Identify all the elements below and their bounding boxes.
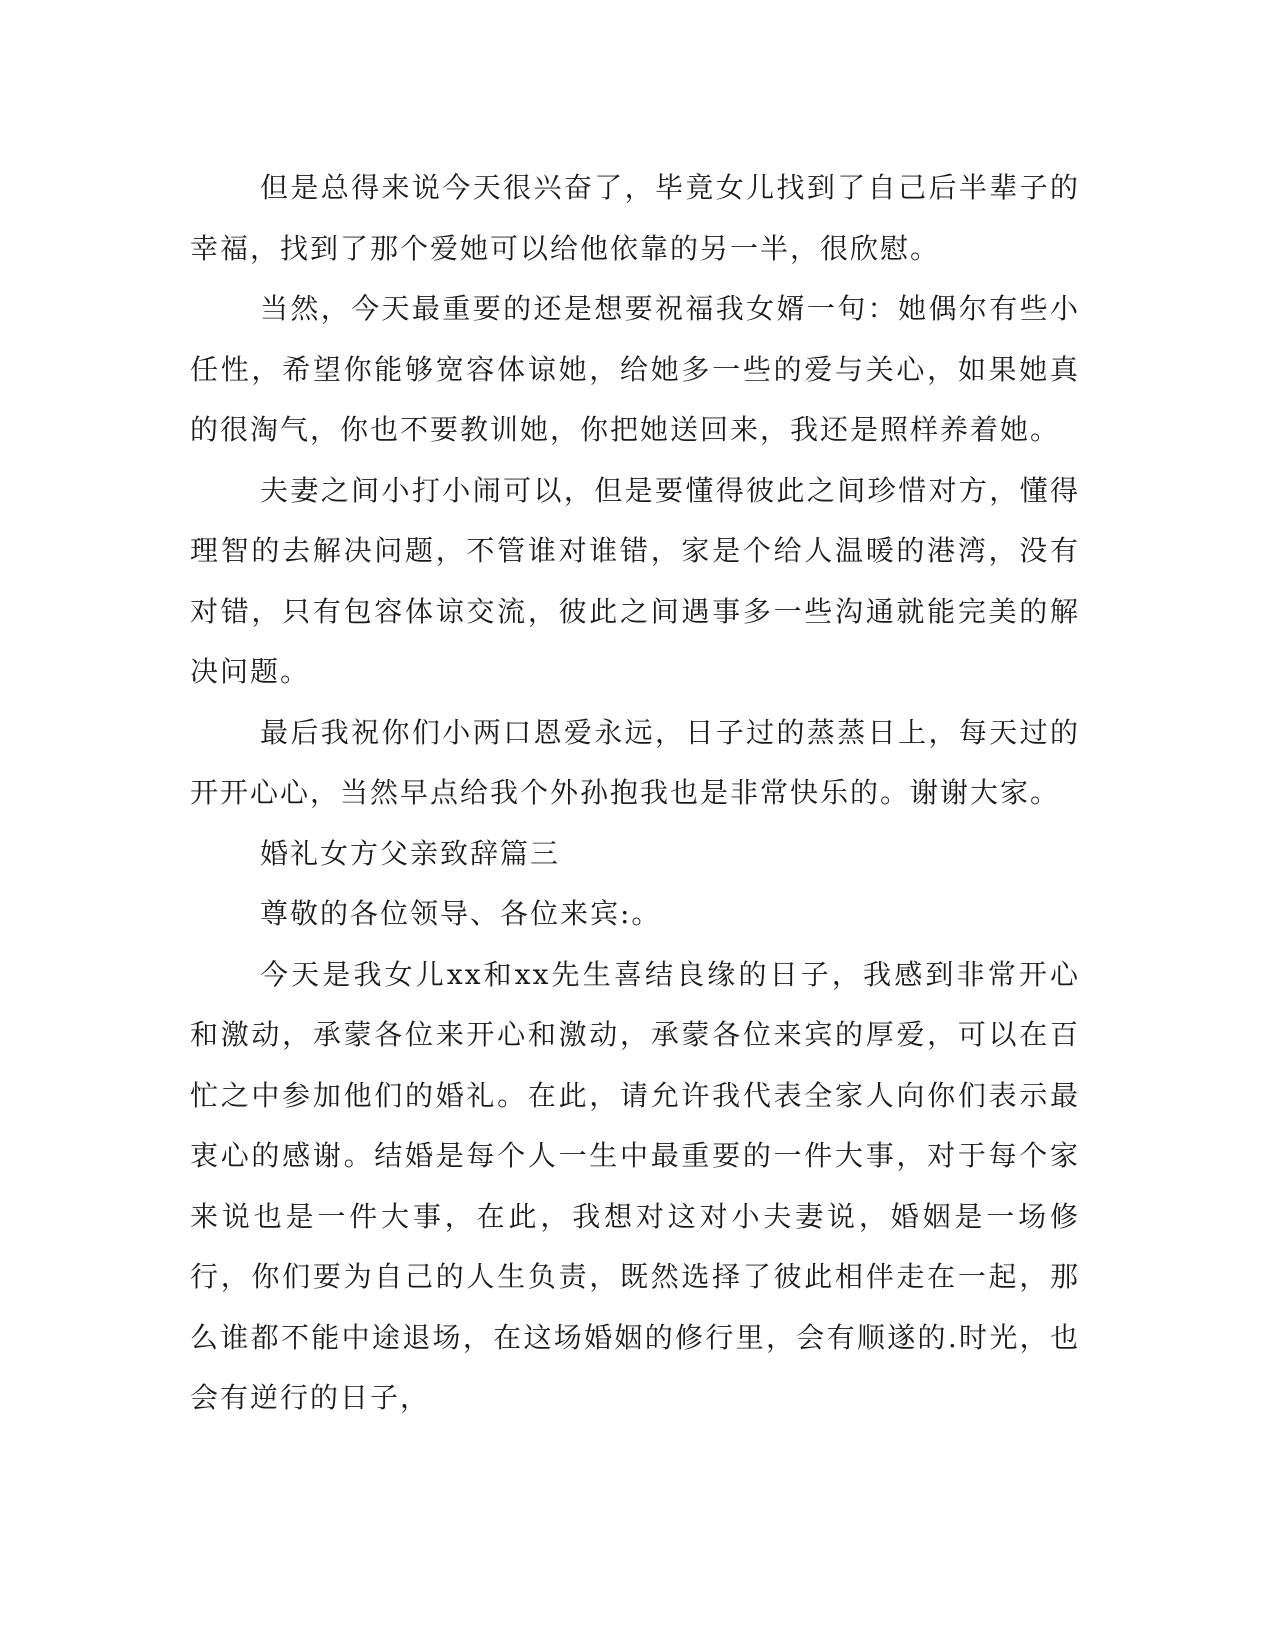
paragraph-speech-opening: 今天是我女儿xx和xx先生喜结良缘的日子，我感到非常开心和激动，承蒙各位来开心和激动，承蒙各位来宾的厚爱，可以在百忙之中参加他们的婚礼。在此，请允许我代表全家人向你们表示最衷心的感谢。结婚是每个人一生中最重要的一件大事，对于每个家来说也是一件大事，在此，我想对这对小夫妻说，婚姻是一场修行，你们要为自己的人生负责，既然选择了彼此相伴走在一起，那么谁都不能中途退场，在这场婚姻的修行里，会有顺遂的.时光，也会有逆行的日子， bbox=[190, 957, 1080, 1414]
paragraph-marriage-advice: 夫妻之间小打小闹可以，但是要懂得彼此之间珍惜对方，懂得理智的去解决问题，不管谁对谁错，家是个给人温暖的港湾，没有对错，只有包容体谅交流，彼此之间遇事多一些沟通就能完美的解决问题。 bbox=[190, 473, 1080, 688]
paragraph-blessing-son-in-law: 当然，今天最重要的还是想要祝福我女婿一句：她偶尔有些小任性，希望你能够宽容体谅她，给她多一些的爱与关心，如果她真的很淘气，你也不要教训她，你把她送回来，我还是照样养着她。 bbox=[190, 292, 1080, 446]
document-body bbox=[190, 158, 1080, 1429]
salutation: 尊敬的各位领导、各位来宾:。 bbox=[260, 897, 662, 930]
paragraph-closing-wishes: 最后我祝你们小两口恩爱永远，日子过的蒸蒸日上，每天过的开开心心，当然早点给我个外孙抱我也是非常快乐的。谢谢大家。 bbox=[190, 715, 1080, 809]
paragraph-happiness: 但是总得来说今天很兴奋了，毕竟女儿找到了自己后半辈子的幸福，找到了那个爱她可以给他依靠的另一半，很欣慰。 bbox=[190, 171, 1080, 265]
section-title: 婚礼女方父亲致辞篇三 bbox=[260, 836, 561, 870]
